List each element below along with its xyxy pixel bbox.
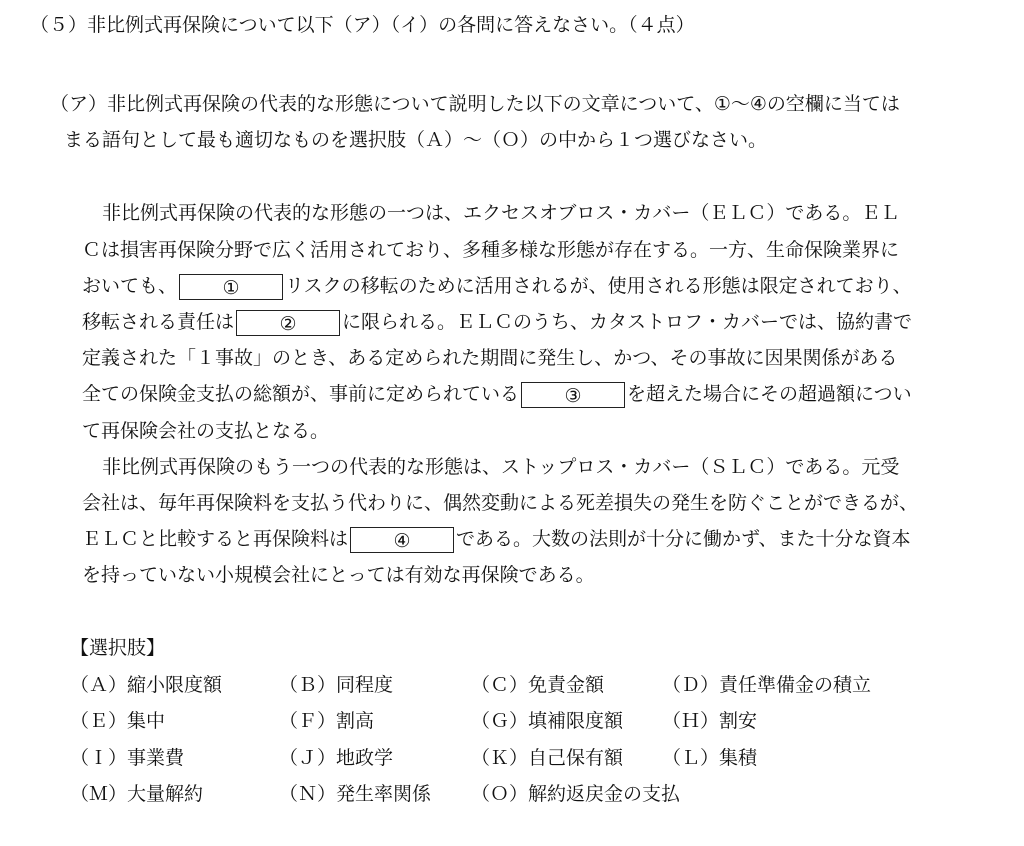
choice-option: （Ｉ）事業費 (70, 747, 185, 769)
choice-option: （Ａ）縮小限度額 (70, 674, 223, 696)
passage-line: Ｃは損害再保険分野で広く活用されており、多種多様な形態が存在する。一方、生命保険業界に (82, 239, 900, 261)
answer-blank-1: ① (179, 274, 283, 300)
choice-option: （Ｋ）自己保有額 (471, 747, 624, 769)
choice-option: （Ｅ）集中 (70, 710, 166, 732)
choice-option: （Ｈ）割安 (662, 710, 758, 732)
passage-line: 非比例式再保険の代表的な形態の一つは、エクセスオブロス・カバー（ＥＬＣ）である。ＥＬ (102, 202, 900, 224)
passage-line: 会社は、毎年再保険料を支払う代わりに、偶然変動による死差損失の発生を防ぐことができるが、 (82, 492, 919, 514)
choice-option: （Ｃ）免責金額 (471, 674, 605, 696)
passage-line-with-blank-1 (82, 273, 912, 299)
passage-line-with-blank-3 (82, 381, 912, 407)
choice-option: （Ｍ）大量解約 (70, 783, 204, 805)
choice-option: （Ｆ）割高 (279, 710, 375, 732)
passage-text: リスクの移転のために活用されるが、使用される形態は限定されており、 (285, 275, 912, 297)
sub-question-a-line2: まる語句として最も適切なものを選択肢（Ａ）～（Ｏ）の中から１つ選びなさい。 (64, 129, 768, 151)
choice-option: （Ｂ）同程度 (279, 674, 394, 696)
choice-option: （Ｌ）集積 (662, 747, 758, 769)
choice-option: （Ｊ）地政学 (279, 747, 394, 769)
passage-text: を超えた場合にその超過額につい (627, 383, 912, 405)
passage-line-with-blank-2 (82, 309, 912, 335)
passage-text: おいても、 (82, 275, 178, 297)
answer-blank-4: ④ (350, 527, 454, 553)
passage-text: 移転される責任は (82, 311, 235, 333)
choice-option: （Ｏ）解約返戻金の支払 (471, 783, 681, 805)
sub-question-a-line1: （ア）非比例式再保険の代表的な形態について説明した以下の文章について、①～④の空欄に当ては (50, 93, 900, 115)
passage-line: 非比例式再保険のもう一つの代表的な形態は、ストップロス・カバー（ＳＬＣ）である。元受 (102, 456, 900, 478)
choice-option: （Ｎ）発生率関係 (279, 783, 432, 805)
passage-text: に限られる。ＥＬＣのうち、カタストロフ・カバーでは、協約書で (342, 311, 913, 333)
passage-line: て再保険会社の支払となる。 (82, 420, 330, 442)
answer-blank-3: ③ (521, 382, 625, 408)
question-header: （５）非比例式再保険について以下（ア）（イ）の各問に答えなさい。（４点） (30, 14, 695, 36)
passage-text: ＥＬＣと比較すると再保険料は (82, 528, 349, 550)
passage-text: 全ての保険金支払の総額が、事前に定められている (82, 383, 520, 405)
passage-line: を持っていない小規模会社にとっては有効な再保険である。 (82, 564, 595, 586)
choice-option: （Ｄ）責任準備金の積立 (662, 674, 872, 696)
answer-blank-2: ② (236, 310, 340, 336)
passage-line-with-blank-4 (82, 526, 911, 552)
choice-option: （Ｇ）填補限度額 (471, 710, 624, 732)
choices-heading: 【選択肢】 (70, 637, 166, 659)
passage-text: である。大数の法則が十分に働かず、また十分な資本 (456, 528, 911, 550)
passage-line: 定義された「１事故」のとき、ある定められた期間に発生し、かつ、その事故に因果関係がある (82, 347, 898, 369)
